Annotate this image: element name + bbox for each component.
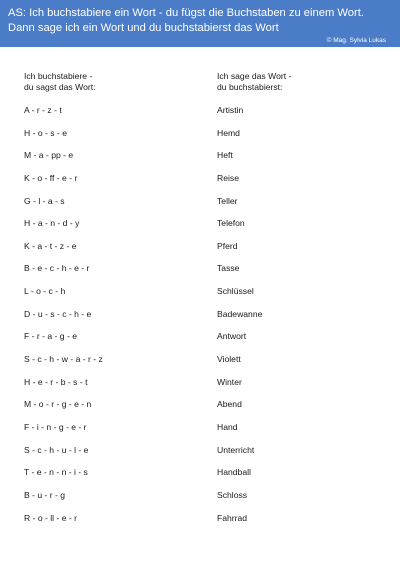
word-row [0, 101, 400, 124]
spelled-word: B - e - c - h - e - r [24, 263, 90, 274]
whole-word: Fahrrad [217, 512, 248, 523]
word-row [0, 373, 400, 396]
spelled-word: G - l - a - s [24, 195, 65, 206]
whole-word: Telefon [217, 218, 245, 229]
whole-word: Violett [217, 354, 241, 365]
spelled-word: H - o - s - e [24, 127, 67, 138]
whole-word: Pferd [217, 240, 238, 251]
spelled-word: H - e - r - b - s - t [24, 376, 88, 387]
spelled-word: B - u - r - g [24, 489, 66, 500]
word-list [0, 101, 400, 531]
word-row [0, 237, 400, 260]
word-row [0, 214, 400, 237]
word-row [0, 395, 400, 418]
whole-word: Reise [217, 172, 239, 183]
instruction-line-2: Dann sage ich ein Wort und du buchstabierst das Wort [8, 22, 279, 34]
whole-word: Artistin [217, 105, 244, 115]
spelled-word: F - i - n - g - e - r [24, 421, 87, 432]
word-row [0, 146, 400, 169]
right-heading-line-2: du buchstabierst: [217, 82, 283, 92]
word-row [0, 350, 400, 373]
left-heading-line-2: du sagst das Wort: [24, 82, 96, 92]
spelled-word: L - o - c - h [24, 286, 66, 297]
word-row [0, 441, 400, 464]
spelled-word: A - r - z - t [24, 105, 62, 115]
left-column-heading [24, 71, 96, 93]
whole-word: Schlüssel [217, 286, 254, 297]
spelled-word: F - r - a - g - e [24, 331, 77, 342]
spelled-word: R - o - ll - e - r [24, 512, 77, 523]
left-heading-line-1: Ich buchstabiere - [24, 71, 93, 81]
whole-word: Hemd [217, 127, 240, 138]
spelled-word: K - o - ff - e - r [24, 172, 78, 183]
right-column-heading [217, 71, 291, 93]
word-row [0, 192, 400, 215]
spelled-word: K - a - t - z - e [24, 240, 77, 251]
whole-word: Schloss [217, 489, 248, 500]
spelled-word: M - a - pp - e [24, 150, 74, 161]
whole-word: Tasse [217, 263, 240, 274]
right-heading-line-1: Ich sage das Wort - [217, 71, 292, 81]
whole-word: Abend [217, 399, 242, 410]
whole-word: Hand [217, 421, 238, 432]
word-row [0, 305, 400, 328]
word-row [0, 259, 400, 282]
whole-word: Badewanne [217, 308, 263, 319]
spelled-word: D - u - s - c - h - e [24, 308, 92, 319]
whole-word: Handball [217, 467, 251, 478]
word-row [0, 282, 400, 305]
whole-word: Heft [217, 150, 233, 161]
whole-word: Unterricht [217, 444, 255, 455]
spelled-word: T - e - n - n - i - s [24, 467, 88, 478]
word-row [0, 124, 400, 147]
word-row [0, 463, 400, 486]
whole-word: Antwort [217, 331, 247, 342]
word-row [0, 486, 400, 509]
spelled-word: M - o - r - g - e - n [24, 399, 92, 410]
word-row [0, 169, 400, 192]
word-row [0, 327, 400, 350]
word-row [0, 418, 400, 441]
whole-word: Winter [217, 376, 242, 387]
spelled-word: H - a - n - d - y [24, 218, 80, 229]
instruction-line-1: AS: Ich buchstabiere ein Wort - du fügst die Buchstaben zu einem Wort. [8, 7, 364, 19]
spelled-word: S - c - h - u - l - e [24, 444, 89, 455]
whole-word: Teller [217, 195, 238, 206]
header-banner [0, 0, 400, 47]
copyright-note: © Mag. Sylvia Lukas [326, 37, 386, 44]
spelled-word: S - c - h - w - a - r - z [24, 354, 103, 365]
word-row [0, 509, 400, 532]
